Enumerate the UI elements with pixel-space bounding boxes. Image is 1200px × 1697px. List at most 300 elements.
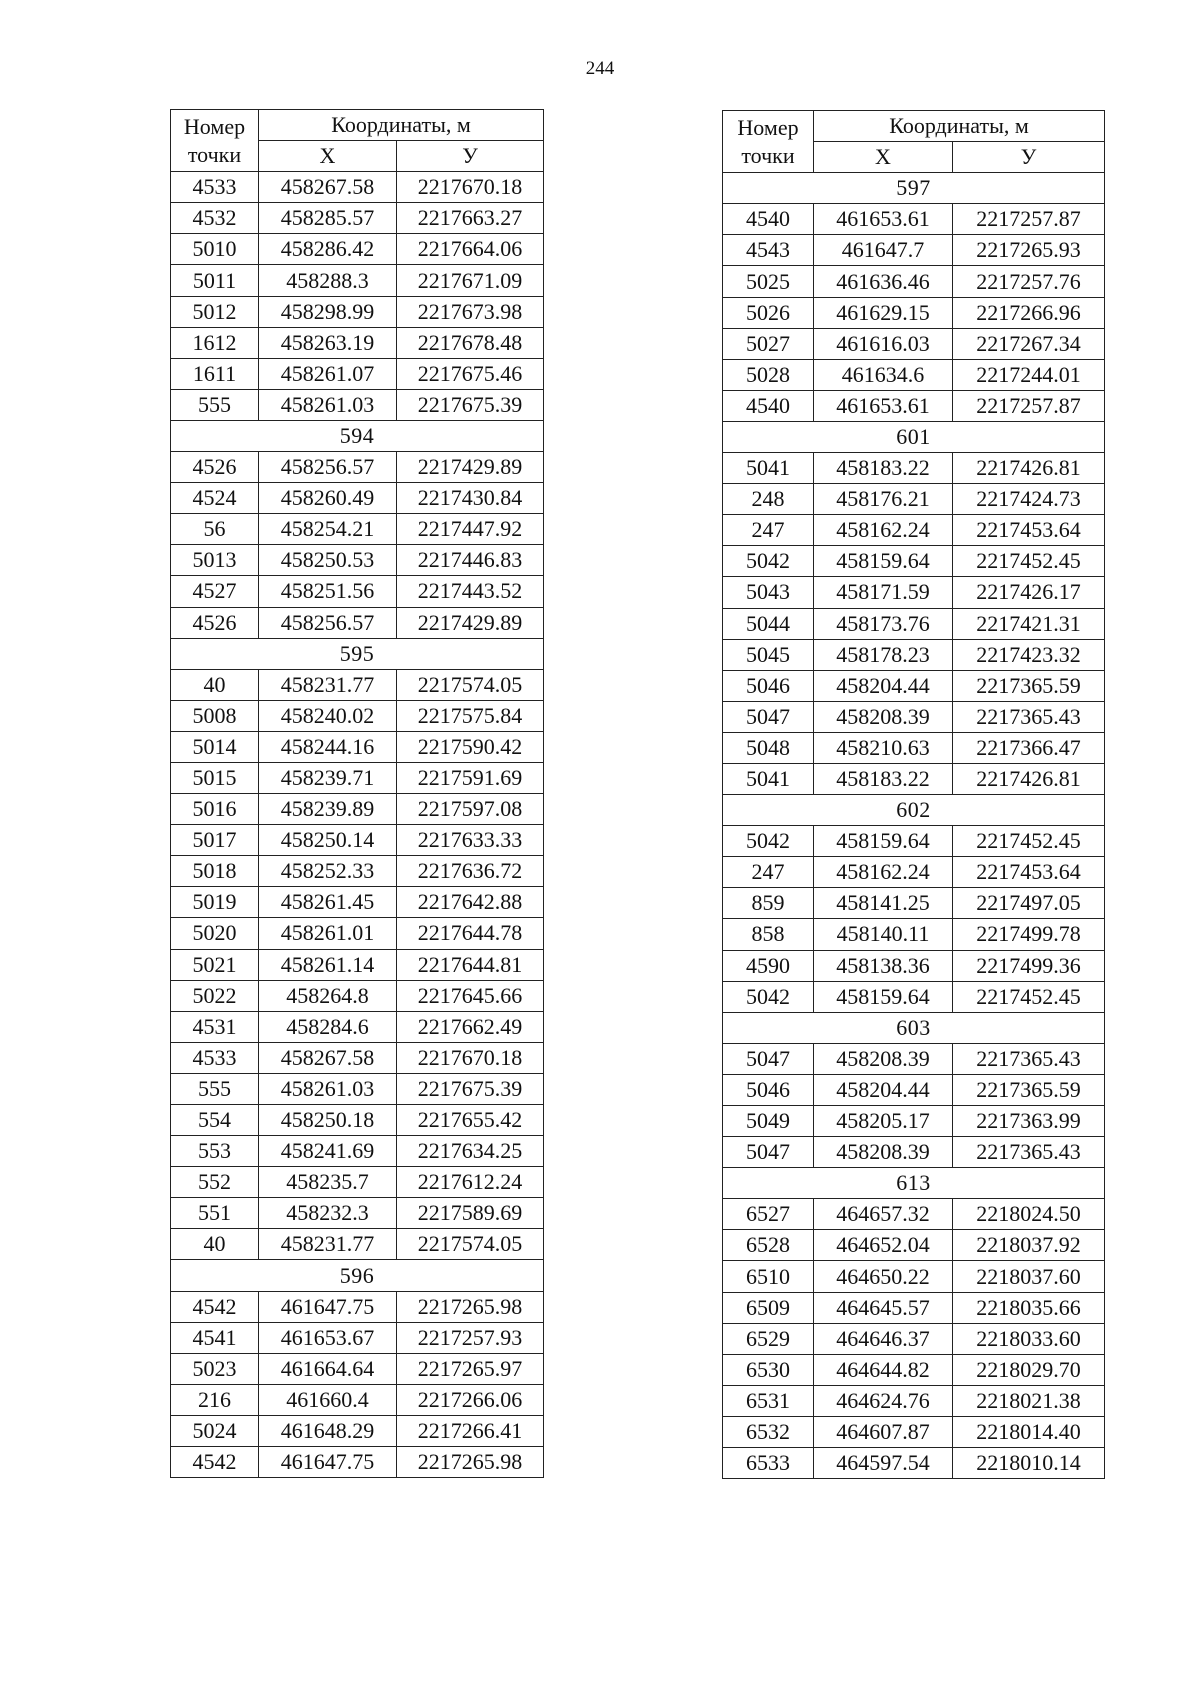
x-coordinate-cell: 458140.11 (814, 919, 953, 950)
x-coordinate-cell: 464607.87 (814, 1416, 953, 1447)
point-number-cell: 5041 (723, 453, 814, 484)
y-coordinate-cell: 2217633.33 (397, 825, 544, 856)
table-row (171, 762, 544, 793)
point-number-cell: 552 (171, 1167, 259, 1198)
y-coordinate-cell: 2217642.88 (397, 887, 544, 918)
point-number-cell: 5011 (171, 265, 259, 296)
y-coordinate-cell: 2217453.64 (953, 515, 1105, 546)
y-coordinate-cell: 2217244.01 (953, 359, 1105, 390)
point-number-cell: 56 (171, 514, 259, 545)
table-row (723, 732, 1105, 763)
table-row (723, 266, 1105, 297)
point-number-cell: 5022 (171, 980, 259, 1011)
point-number-cell: 6510 (723, 1261, 814, 1292)
point-number-cell: 4527 (171, 576, 259, 607)
y-coordinate-cell: 2217421.31 (953, 608, 1105, 639)
y-column-header: У (397, 141, 544, 172)
point-number-cell: 5046 (723, 1074, 814, 1105)
point-number-header-line1: Номер (737, 114, 799, 140)
point-number-cell: 5010 (171, 234, 259, 265)
x-coordinate-cell: 458159.64 (814, 826, 953, 857)
x-coordinate-cell: 458208.39 (814, 1137, 953, 1168)
y-coordinate-cell: 2217423.32 (953, 639, 1105, 670)
x-coordinate-cell: 458241.69 (259, 1136, 397, 1167)
y-coordinate-cell: 2218024.50 (953, 1199, 1105, 1230)
x-coordinate-cell: 458251.56 (259, 576, 397, 607)
y-coordinate-cell: 2217265.98 (397, 1291, 544, 1322)
group-row (723, 173, 1105, 204)
point-number-cell: 5025 (723, 266, 814, 297)
table-row (171, 203, 544, 234)
table-row (723, 204, 1105, 235)
table-row (171, 1229, 544, 1260)
y-coordinate-cell: 2217365.43 (953, 1043, 1105, 1074)
point-number-cell: 5024 (171, 1415, 259, 1446)
x-coordinate-cell: 458263.19 (259, 327, 397, 358)
x-coordinate-cell: 458260.49 (259, 483, 397, 514)
y-coordinate-cell: 2217662.49 (397, 1011, 544, 1042)
group-label: 603 (723, 1012, 1105, 1043)
table-row (171, 794, 544, 825)
table-row (723, 981, 1105, 1012)
group-label: 601 (723, 421, 1105, 452)
point-number-cell: 1612 (171, 327, 259, 358)
table-row (171, 607, 544, 638)
x-coordinate-cell: 458171.59 (814, 577, 953, 608)
table-row (171, 452, 544, 483)
table-row (171, 1042, 544, 1073)
y-coordinate-cell: 2217429.89 (397, 452, 544, 483)
point-number-cell: 5047 (723, 1043, 814, 1074)
group-label: 602 (723, 795, 1105, 826)
table-row (171, 700, 544, 731)
table-row (171, 1322, 544, 1353)
point-number-cell: 5027 (723, 328, 814, 359)
point-number-header-line1: Номер (183, 113, 246, 139)
table-row (723, 546, 1105, 577)
table-row (171, 1073, 544, 1104)
table-row (171, 234, 544, 265)
point-number-cell: 5043 (723, 577, 814, 608)
y-coordinate-cell: 2217452.45 (953, 981, 1105, 1012)
y-coordinate-cell: 2217265.98 (397, 1447, 544, 1478)
y-column-header: У (953, 142, 1105, 173)
group-row (723, 795, 1105, 826)
table-row (723, 1043, 1105, 1074)
x-coordinate-cell: 464624.76 (814, 1385, 953, 1416)
point-number-cell: 216 (171, 1384, 259, 1415)
x-coordinate-cell: 458204.44 (814, 670, 953, 701)
point-number-header (723, 111, 814, 173)
point-number-cell: 5049 (723, 1106, 814, 1137)
point-number-cell: 555 (171, 1073, 259, 1104)
point-number-cell: 5047 (723, 1137, 814, 1168)
x-coordinate-cell: 458261.45 (259, 887, 397, 918)
y-coordinate-cell: 2217497.05 (953, 888, 1105, 919)
x-coordinate-cell: 464657.32 (814, 1199, 953, 1230)
y-coordinate-cell: 2217424.73 (953, 484, 1105, 515)
y-coordinate-cell: 2217257.87 (953, 390, 1105, 421)
table-row (171, 545, 544, 576)
point-number-cell: 4533 (171, 172, 259, 203)
x-coordinate-cell: 458162.24 (814, 857, 953, 888)
group-row (171, 638, 544, 669)
table-row (723, 1261, 1105, 1292)
table-row (171, 949, 544, 980)
y-coordinate-cell: 2217366.47 (953, 732, 1105, 763)
table-row (171, 887, 544, 918)
y-coordinate-cell: 2217589.69 (397, 1198, 544, 1229)
x-coordinate-cell: 461629.15 (814, 297, 953, 328)
x-coordinate-cell: 458267.58 (259, 1042, 397, 1073)
table-row (723, 235, 1105, 266)
point-number-cell: 551 (171, 1198, 259, 1229)
x-coordinate-cell: 461653.67 (259, 1322, 397, 1353)
y-coordinate-cell: 2217574.05 (397, 1229, 544, 1260)
point-number-cell: 4531 (171, 1011, 259, 1042)
x-coordinate-cell: 458183.22 (814, 763, 953, 794)
group-label: 613 (723, 1168, 1105, 1199)
x-coordinate-cell: 458235.7 (259, 1167, 397, 1198)
table-row (171, 296, 544, 327)
y-coordinate-cell: 2217499.36 (953, 950, 1105, 981)
x-coordinate-cell: 458162.24 (814, 515, 953, 546)
table-row (171, 576, 544, 607)
x-coordinate-cell: 458250.14 (259, 825, 397, 856)
point-number-cell: 4526 (171, 452, 259, 483)
y-coordinate-cell: 2217267.34 (953, 328, 1105, 359)
x-coordinate-cell: 461647.75 (259, 1447, 397, 1478)
x-coordinate-cell: 458244.16 (259, 731, 397, 762)
x-coordinate-cell: 458204.44 (814, 1074, 953, 1105)
point-number-cell: 5012 (171, 296, 259, 327)
y-coordinate-cell: 2217612.24 (397, 1167, 544, 1198)
y-coordinate-cell: 2217265.93 (953, 235, 1105, 266)
coordinates-table-right (722, 110, 1105, 1479)
table-row (723, 919, 1105, 950)
x-coordinate-cell: 458210.63 (814, 732, 953, 763)
table-row (723, 826, 1105, 857)
group-label: 595 (171, 638, 544, 669)
table-row (723, 701, 1105, 732)
point-number-cell: 5008 (171, 700, 259, 731)
y-coordinate-cell: 2217590.42 (397, 731, 544, 762)
point-number-cell: 5048 (723, 732, 814, 763)
table-row (171, 856, 544, 887)
x-coordinate-cell: 458250.18 (259, 1105, 397, 1136)
table-row (171, 1384, 544, 1415)
table-row (171, 1105, 544, 1136)
table-row (723, 515, 1105, 546)
y-coordinate-cell: 2217363.99 (953, 1106, 1105, 1137)
y-coordinate-cell: 2218021.38 (953, 1385, 1105, 1416)
y-coordinate-cell: 2217452.45 (953, 546, 1105, 577)
table-row (723, 484, 1105, 515)
table-row (723, 1354, 1105, 1385)
y-coordinate-cell: 2218037.60 (953, 1261, 1105, 1292)
table-row (171, 1353, 544, 1384)
point-number-cell: 5045 (723, 639, 814, 670)
y-coordinate-cell: 2217426.81 (953, 763, 1105, 794)
x-coordinate-cell: 461653.61 (814, 390, 953, 421)
table-row (723, 1416, 1105, 1447)
table-row (723, 950, 1105, 981)
point-number-cell: 5019 (171, 887, 259, 918)
table-row (171, 265, 544, 296)
y-coordinate-cell: 2217365.59 (953, 670, 1105, 701)
x-coordinate-cell: 458176.21 (814, 484, 953, 515)
point-number-cell: 247 (723, 515, 814, 546)
table-row (723, 1074, 1105, 1105)
table-row (171, 483, 544, 514)
y-coordinate-cell: 2217663.27 (397, 203, 544, 234)
point-number-cell: 5015 (171, 762, 259, 793)
point-number-cell: 5042 (723, 981, 814, 1012)
table-row (723, 390, 1105, 421)
x-coordinate-cell: 458264.8 (259, 980, 397, 1011)
group-row (723, 421, 1105, 452)
point-number-cell: 553 (171, 1136, 259, 1167)
y-coordinate-cell: 2218035.66 (953, 1292, 1105, 1323)
x-coordinate-cell: 464644.82 (814, 1354, 953, 1385)
x-coordinate-cell: 458261.07 (259, 358, 397, 389)
y-coordinate-cell: 2217447.92 (397, 514, 544, 545)
y-coordinate-cell: 2217675.39 (397, 389, 544, 420)
point-number-cell: 5047 (723, 701, 814, 732)
table-row (171, 1136, 544, 1167)
x-coordinate-cell: 461616.03 (814, 328, 953, 359)
point-number-cell: 4532 (171, 203, 259, 234)
point-number-cell: 6531 (723, 1385, 814, 1416)
y-coordinate-cell: 2217673.98 (397, 296, 544, 327)
y-coordinate-cell: 2217664.06 (397, 234, 544, 265)
point-number-cell: 4540 (723, 204, 814, 235)
x-coordinate-cell: 458261.01 (259, 918, 397, 949)
x-coordinate-cell: 461636.46 (814, 266, 953, 297)
y-coordinate-cell: 2217645.66 (397, 980, 544, 1011)
table-row (171, 1167, 544, 1198)
x-coordinate-cell: 461664.64 (259, 1353, 397, 1384)
x-coordinate-cell: 458254.21 (259, 514, 397, 545)
point-number-cell: 4541 (171, 1322, 259, 1353)
table-row (171, 172, 544, 203)
coordinates-table-left (170, 109, 544, 1478)
y-coordinate-cell: 2217266.96 (953, 297, 1105, 328)
y-coordinate-cell: 2217429.89 (397, 607, 544, 638)
point-number-cell: 4542 (171, 1291, 259, 1322)
point-number-cell: 6530 (723, 1354, 814, 1385)
point-number-cell: 4526 (171, 607, 259, 638)
y-coordinate-cell: 2217257.76 (953, 266, 1105, 297)
coordinates-header: Координаты, м (259, 110, 544, 141)
x-coordinate-cell: 458232.3 (259, 1198, 397, 1229)
point-number-cell: 40 (171, 669, 259, 700)
table-row (723, 1199, 1105, 1230)
table-row (171, 514, 544, 545)
y-coordinate-cell: 2218037.92 (953, 1230, 1105, 1261)
x-coordinate-cell: 458208.39 (814, 701, 953, 732)
table-row (723, 608, 1105, 639)
point-number-header (171, 110, 259, 172)
table-row (171, 389, 544, 420)
y-coordinate-cell: 2217426.81 (953, 453, 1105, 484)
point-number-cell: 5042 (723, 826, 814, 857)
point-number-cell: 858 (723, 919, 814, 950)
y-coordinate-cell: 2217430.84 (397, 483, 544, 514)
group-row (171, 1260, 544, 1291)
point-number-cell: 1611 (171, 358, 259, 389)
group-label: 594 (171, 420, 544, 451)
x-coordinate-cell: 458286.42 (259, 234, 397, 265)
x-coordinate-cell: 458298.99 (259, 296, 397, 327)
point-number-cell: 6528 (723, 1230, 814, 1261)
y-coordinate-cell: 2217257.87 (953, 204, 1105, 235)
x-coordinate-cell: 458252.33 (259, 856, 397, 887)
y-coordinate-cell: 2217591.69 (397, 762, 544, 793)
x-coordinate-cell: 461647.7 (814, 235, 953, 266)
table-row (723, 639, 1105, 670)
table-row (723, 1230, 1105, 1261)
y-coordinate-cell: 2217644.81 (397, 949, 544, 980)
x-coordinate-cell: 461634.6 (814, 359, 953, 390)
point-number-cell: 4590 (723, 950, 814, 981)
x-coordinate-cell: 464652.04 (814, 1230, 953, 1261)
x-coordinate-cell: 458159.64 (814, 546, 953, 577)
point-number-cell: 5020 (171, 918, 259, 949)
y-coordinate-cell: 2217365.59 (953, 1074, 1105, 1105)
x-coordinate-cell: 458231.77 (259, 669, 397, 700)
x-coordinate-cell: 458183.22 (814, 453, 953, 484)
y-coordinate-cell: 2217443.52 (397, 576, 544, 607)
point-number-cell: 554 (171, 1105, 259, 1136)
table-row (723, 888, 1105, 919)
point-number-cell: 40 (171, 1229, 259, 1260)
x-coordinate-cell: 458285.57 (259, 203, 397, 234)
x-coordinate-cell: 458231.77 (259, 1229, 397, 1260)
x-coordinate-cell: 458256.57 (259, 607, 397, 638)
table-row (723, 297, 1105, 328)
point-number-cell: 5013 (171, 545, 259, 576)
y-coordinate-cell: 2217266.41 (397, 1415, 544, 1446)
x-coordinate-cell: 464645.57 (814, 1292, 953, 1323)
point-number-cell: 6527 (723, 1199, 814, 1230)
point-number-cell: 4533 (171, 1042, 259, 1073)
x-coordinate-cell: 464646.37 (814, 1323, 953, 1354)
x-coordinate-cell: 458138.36 (814, 950, 953, 981)
table-row (171, 327, 544, 358)
table-row (723, 1292, 1105, 1323)
point-number-cell: 4540 (723, 390, 814, 421)
point-number-cell: 5023 (171, 1353, 259, 1384)
point-number-cell: 4542 (171, 1447, 259, 1478)
point-number-cell: 6509 (723, 1292, 814, 1323)
y-coordinate-cell: 2217670.18 (397, 172, 544, 203)
table-row (723, 328, 1105, 359)
point-number-cell: 859 (723, 888, 814, 919)
x-coordinate-cell: 458239.89 (259, 794, 397, 825)
y-coordinate-cell: 2217453.64 (953, 857, 1105, 888)
y-coordinate-cell: 2217365.43 (953, 701, 1105, 732)
point-number-cell: 5046 (723, 670, 814, 701)
x-column-header: X (814, 142, 953, 173)
table-row (723, 1448, 1105, 1479)
y-coordinate-cell: 2217671.09 (397, 265, 544, 296)
y-coordinate-cell: 2218033.60 (953, 1323, 1105, 1354)
table-row (171, 825, 544, 856)
point-number-cell: 5026 (723, 297, 814, 328)
table-row (723, 763, 1105, 794)
table-row (723, 1323, 1105, 1354)
x-coordinate-cell: 461653.61 (814, 204, 953, 235)
x-coordinate-cell: 458239.71 (259, 762, 397, 793)
y-coordinate-cell: 2217634.25 (397, 1136, 544, 1167)
table-row (723, 1137, 1105, 1168)
point-number-cell: 555 (171, 389, 259, 420)
x-coordinate-cell: 458178.23 (814, 639, 953, 670)
point-number-cell: 248 (723, 484, 814, 515)
x-coordinate-cell: 458267.58 (259, 172, 397, 203)
y-coordinate-cell: 2217446.83 (397, 545, 544, 576)
point-number-cell: 4524 (171, 483, 259, 514)
table-row (723, 1385, 1105, 1416)
point-number-cell: 247 (723, 857, 814, 888)
point-number-cell: 6532 (723, 1416, 814, 1447)
point-number-cell: 5017 (171, 825, 259, 856)
point-number-cell: 6529 (723, 1323, 814, 1354)
x-coordinate-cell: 458141.25 (814, 888, 953, 919)
y-coordinate-cell: 2217499.78 (953, 919, 1105, 950)
coordinates-header: Координаты, м (814, 111, 1105, 142)
x-coordinate-cell: 461660.4 (259, 1384, 397, 1415)
x-coordinate-cell: 458261.03 (259, 1073, 397, 1104)
point-number-cell: 5044 (723, 608, 814, 639)
point-number-cell: 5018 (171, 856, 259, 887)
y-coordinate-cell: 2217655.42 (397, 1105, 544, 1136)
y-coordinate-cell: 2218029.70 (953, 1354, 1105, 1385)
x-coordinate-cell: 461647.75 (259, 1291, 397, 1322)
group-row (171, 420, 544, 451)
y-coordinate-cell: 2217575.84 (397, 700, 544, 731)
table-row (723, 670, 1105, 701)
point-number-header-line2: точки (187, 141, 242, 167)
table-row (723, 359, 1105, 390)
table-row (723, 453, 1105, 484)
y-coordinate-cell: 2217365.43 (953, 1137, 1105, 1168)
y-coordinate-cell: 2217644.78 (397, 918, 544, 949)
x-coordinate-cell: 458240.02 (259, 700, 397, 731)
point-number-cell: 5021 (171, 949, 259, 980)
x-coordinate-cell: 464597.54 (814, 1448, 953, 1479)
page-number: 244 (585, 58, 615, 79)
point-number-cell: 5042 (723, 546, 814, 577)
x-coordinate-cell: 461648.29 (259, 1415, 397, 1446)
x-column-header: X (259, 141, 397, 172)
x-coordinate-cell: 458159.64 (814, 981, 953, 1012)
y-coordinate-cell: 2217678.48 (397, 327, 544, 358)
x-coordinate-cell: 458205.17 (814, 1106, 953, 1137)
y-coordinate-cell: 2217597.08 (397, 794, 544, 825)
y-coordinate-cell: 2217426.17 (953, 577, 1105, 608)
table-row (171, 669, 544, 700)
y-coordinate-cell: 2218014.40 (953, 1416, 1105, 1447)
y-coordinate-cell: 2218010.14 (953, 1448, 1105, 1479)
table-row (171, 358, 544, 389)
point-number-cell: 4543 (723, 235, 814, 266)
x-coordinate-cell: 464650.22 (814, 1261, 953, 1292)
table-row (171, 731, 544, 762)
x-coordinate-cell: 458173.76 (814, 608, 953, 639)
table-row (171, 1415, 544, 1446)
